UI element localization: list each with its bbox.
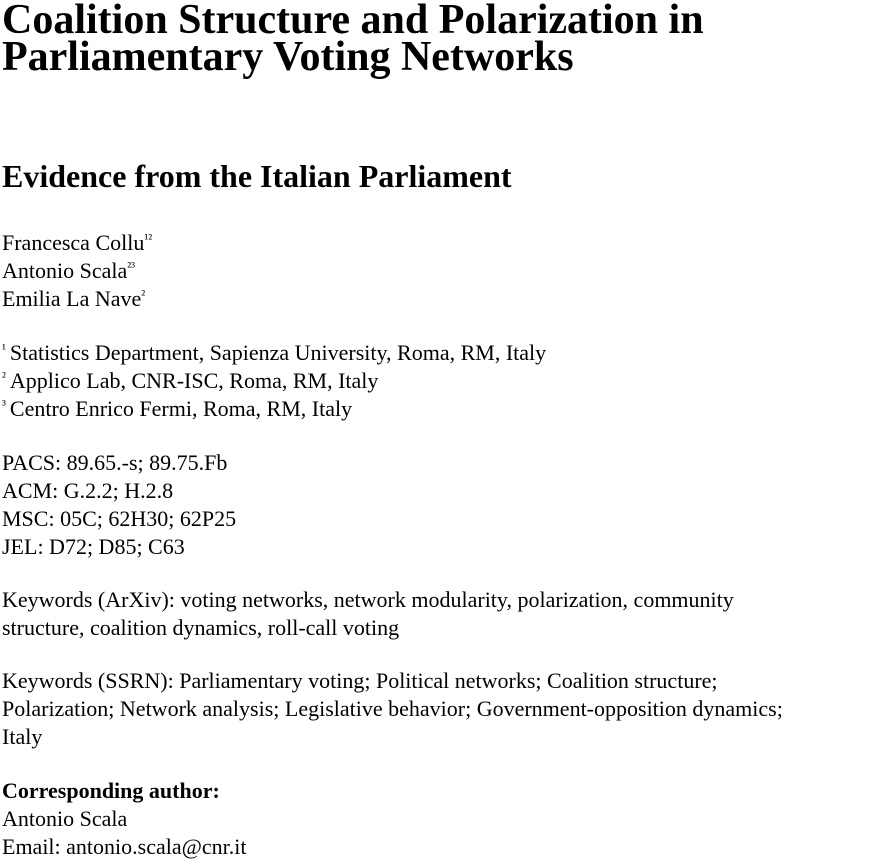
author-name: Francesca Collu [2, 230, 145, 255]
affiliation-1 [2, 339, 546, 367]
classification-codes [2, 449, 236, 561]
affiliation-mark: ¹ [2, 341, 6, 356]
keywords-ssrn-line-2: Polarization; Network analysis; Legislative behavior; Government-opposition dynamics; [2, 696, 783, 721]
author-affiliation-marks: ² [141, 287, 146, 302]
author-3 [2, 285, 152, 313]
corresponding-author-name: Antonio Scala [2, 806, 128, 831]
keywords-arxiv-line-1: Keywords (ArXiv): voting networks, network modularity, polarization, community [2, 587, 734, 612]
corresponding-author-label: Corresponding author: [2, 778, 220, 803]
affiliation-2 [2, 367, 546, 395]
affiliation-3 [2, 395, 546, 423]
msc-codes: MSC: 05C; 62H30; 62P25 [2, 506, 237, 531]
affiliation-list [2, 339, 546, 423]
author-affiliation-marks: ¹² [144, 231, 153, 246]
affiliation-mark: ³ [2, 397, 6, 412]
keywords-arxiv [2, 586, 734, 642]
jel-codes: JEL: D72; D85; C63 [2, 534, 185, 559]
affiliation-text: Statistics Department, Sapienza University, Roma, RM, Italy [9, 340, 547, 365]
pacs-codes: PACS: 89.65.-s; 89.75.Fb [2, 450, 228, 475]
keywords-ssrn-line-3: Italy [2, 724, 43, 749]
author-2 [2, 257, 152, 285]
acm-codes: ACM: G.2.2; H.2.8 [2, 478, 174, 503]
corresponding-author [2, 777, 246, 861]
author-name: Antonio Scala [2, 258, 128, 283]
keywords-arxiv-line-2: structure, coalition dynamics, roll-call voting [2, 615, 400, 640]
author-name: Emilia La Nave [2, 286, 142, 311]
corresponding-author-email: Email: antonio.scala@cnr.it [2, 834, 247, 859]
keywords-ssrn [2, 667, 783, 751]
keywords-ssrn-line-1: Keywords (SSRN): Parliamentary voting; Political networks; Coalition structure; [2, 668, 718, 693]
author-affiliation-marks: ²³ [127, 259, 136, 274]
paper-title [2, 0, 886, 80]
author-list [2, 229, 152, 313]
affiliation-text: Applico Lab, CNR-ISC, Roma, RM, Italy [9, 368, 379, 393]
affiliation-mark: ² [2, 369, 6, 384]
author-1 [2, 229, 152, 257]
paper-title-page [2, 0, 886, 859]
paper-subtitle: Evidence from the Italian Parliament [2, 158, 512, 194]
paper-title-line-1: Coalition Structure and Polarization in [2, 0, 704, 43]
affiliation-text: Centro Enrico Fermi, Roma, RM, Italy [9, 396, 353, 421]
paper-title-line-2: Parliamentary Voting Networks [2, 34, 574, 80]
